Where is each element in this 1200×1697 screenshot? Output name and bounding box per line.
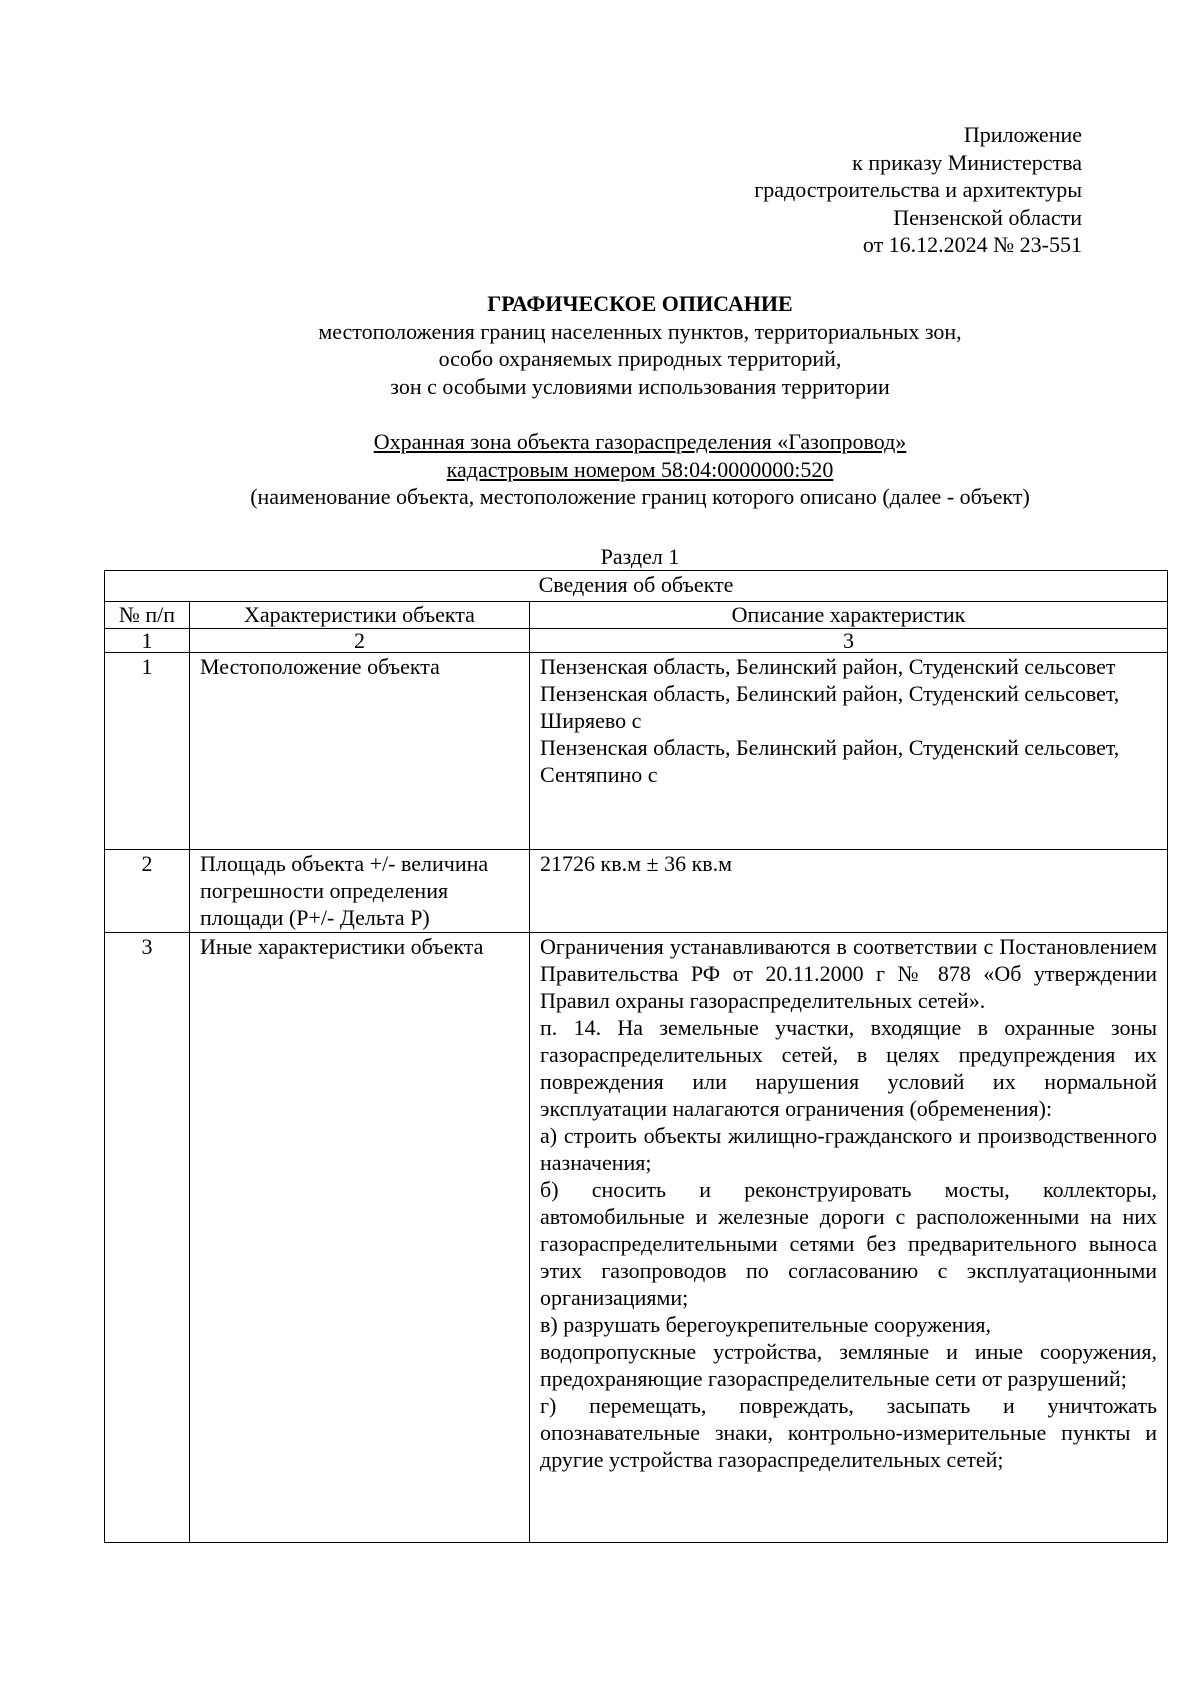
table-row	[105, 850, 1168, 933]
appendix-line: Пензенской области	[893, 204, 1082, 230]
column-number: 2	[190, 629, 530, 653]
row-characteristic: Иные характеристики объекта	[190, 933, 530, 1543]
description-paragraph: Ограничения устанавливаются в соответствии с Постановлением Правительства РФ от 20.11.2000 г № 878 «Об утверждении Правил охраны газораспределительных сетей».	[540, 934, 1158, 1013]
description-paragraph: 21726 кв.м ± 36 кв.м	[540, 851, 733, 876]
row-characteristic: Площадь объекта +/- величина погрешности определения площади (Р+/- Дельта Р)	[190, 850, 530, 933]
row-number: 2	[105, 850, 190, 933]
table-header-row	[105, 602, 1168, 629]
document-title	[0, 290, 1200, 400]
description-paragraph: Пензенская область, Белинский район, Студенский сельсовет, Сентяпино с	[540, 735, 1120, 787]
row-description	[530, 653, 1168, 850]
appendix-line: от 16.12.2024 № 23-551	[862, 232, 1082, 257]
section-label: Раздел 1	[600, 544, 680, 569]
object-caption: (наименование объекта, местоположение границ которого описано (далее - объект)	[250, 484, 1030, 509]
column-number: 3	[530, 629, 1168, 653]
appendix-line: градостроительства и архитектуры	[754, 177, 1082, 202]
description-paragraph: б) сносить и реконструировать мосты, коллекторы, автомобильные и железные дороги с расположенными на них газораспределительными сетями без предварительного выноса этих газопроводов по согласованию с эксплуатационными организациями;	[540, 1177, 1158, 1310]
header-cell: № п/п	[105, 602, 190, 629]
table-row	[105, 653, 1168, 850]
object-name-line: Охранная зона объекта газораспределения «Газопровод»	[373, 429, 907, 454]
description-paragraph: г) перемещать, повреждать, засыпать и уничтожать опознавательные знаки, контрольно-измерительные пункты и другие устройства газораспределительных сетей;	[540, 1393, 1158, 1472]
description-paragraph: в) разрушать берегоукрепительные сооружения,	[540, 1312, 991, 1337]
subtitle-line: особо охраняемых природных территорий,	[438, 346, 842, 371]
description-paragraph: Пензенская область, Белинский район, Студенский сельсовет	[540, 654, 1116, 679]
row-description	[530, 850, 1168, 933]
description-paragraph: а) строить объекты жилищно-гражданского и производственного назначения;	[540, 1123, 1158, 1175]
object-info-table	[104, 570, 1168, 1543]
row-number: 3	[105, 933, 190, 1543]
description-paragraph: Пензенская область, Белинский район, Студенский сельсовет, Ширяево с	[540, 681, 1120, 733]
appendix-line: Приложение	[963, 122, 1082, 147]
table-title: Сведения об объекте	[105, 571, 1168, 602]
object-name-block	[0, 428, 1200, 511]
description-paragraph: п. 14. На земельные участки, входящие в охранные зоны газораспределительных сетей, в целях предупреждения их повреждения или нарушения условий их нормальной эксплуатации налагаются ограничения (обременения):	[540, 1015, 1158, 1121]
main-title: ГРАФИЧЕСКОЕ ОПИСАНИЕ	[487, 291, 793, 316]
row-number: 1	[105, 653, 190, 850]
subtitle-line: зон с особыми условиями использования территории	[390, 373, 890, 399]
table-row	[105, 933, 1168, 1543]
column-number-row	[105, 629, 1168, 653]
object-cadastral-line: кадастровым номером 58:04:0000000:520	[446, 456, 834, 482]
header-cell: Описание характеристик	[530, 602, 1168, 629]
table-title-row	[105, 571, 1168, 602]
subtitle-line: местоположения границ населенных пунктов, территориальных зон,	[318, 318, 962, 344]
description-paragraph: водопропускные устройства, земляные и иные сооружения, предохраняющие газораспределительные сети от разрушений;	[540, 1339, 1158, 1391]
column-number: 1	[105, 629, 190, 653]
row-description	[530, 933, 1168, 1543]
header-cell: Характеристики объекта	[190, 602, 530, 629]
appendix-header	[754, 121, 1082, 259]
appendix-line: к приказу Министерства	[852, 149, 1082, 175]
row-characteristic: Местоположение объекта	[190, 653, 530, 850]
